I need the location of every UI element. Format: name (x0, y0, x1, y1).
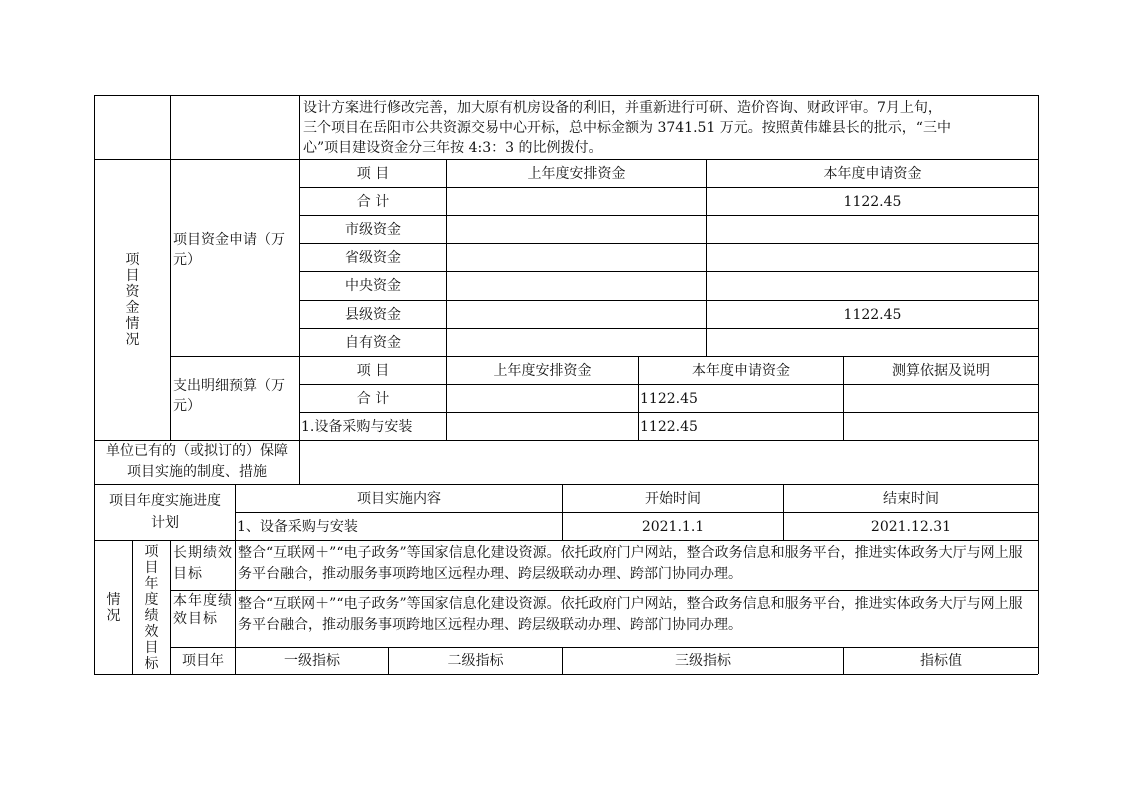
schedule-label-line-1: 项目年度实施进度 (109, 493, 221, 509)
schedule-header-end: 结束时间 (883, 490, 939, 507)
expense-row-note (844, 385, 1038, 412)
intro-line-3: 心”项目建设资金分三年按 4:3：3 的比例拨付。 (303, 140, 603, 156)
schedule-row-end: 2021.12.31 (870, 518, 952, 535)
funding-row-last-year (447, 272, 706, 300)
funding-row-this-year (707, 329, 1038, 356)
schedule-header-start: 开始时间 (645, 490, 701, 507)
funding-apply-label: 项目资金申请（万元） (173, 232, 285, 268)
funding-row-this-year (707, 244, 1038, 271)
indicator-header-level2: 二级指标 (447, 653, 504, 669)
expense-label: 支出明细预算（万元） (173, 378, 285, 414)
funding-row-last-year (447, 301, 706, 328)
indicator-header-level1: 一级指标 (284, 653, 340, 669)
expense-header-note: 测算依据及说明 (892, 362, 990, 379)
funding-row-item: 县级资金 (345, 306, 401, 323)
funding-row-item: 合 计 (356, 193, 390, 210)
measures-label-line-1: 单位已有的（或拟订的）保障 (106, 443, 288, 459)
schedule-row-content: 1、设备采购与安装 (237, 518, 358, 535)
indicator-header-year: 项目年 (182, 653, 224, 669)
measures-value (300, 441, 1038, 484)
intro-paragraph (300, 96, 1038, 159)
expense-header-item: 项 目 (356, 362, 390, 379)
schedule-header-content: 项目实施内容 (357, 490, 441, 507)
long-term-label: 长期绩效目标 (173, 545, 233, 582)
funding-row-last-year (447, 329, 706, 356)
funding-row-item: 自有资金 (345, 334, 401, 351)
funding-row-item: 中央资金 (345, 278, 401, 294)
expense-row-last-year (447, 385, 638, 412)
measures-label (95, 441, 299, 484)
expense-row-this-year: 1122.45 (640, 390, 698, 407)
funding-row-last-year (447, 244, 706, 271)
funding-row-this-year: 1122.45 (843, 306, 902, 323)
funding-header-this-year: 本年度申请资金 (823, 165, 922, 182)
expense-row-this-year: 1122.45 (640, 418, 698, 435)
funding-row-item: 省级资金 (345, 249, 401, 266)
expense-row-note (844, 413, 1038, 440)
funding-header-item: 项 目 (356, 165, 390, 182)
funding-row-this-year (707, 216, 1038, 243)
intro-line-2: 三个项目在岳阳市公共资源交易中心开标，总中标金额为 3741.51 万元。按照黄伟雄县长的批示，“三中 (303, 120, 951, 136)
expense-header-this-year: 本年度申请资金 (692, 362, 790, 379)
funding-row-this-year (707, 272, 1038, 300)
expense-row-item: 合 计 (356, 390, 390, 407)
rule-bottom (94, 674, 1038, 675)
rule-right (1038, 95, 1039, 674)
performance-outer-label: 情 况 (106, 591, 121, 624)
intro-line-1: 设计方案进行修改完善，加大原有机房设备的利旧，并重新进行可研、造价咨询、财政评审。7月上旬， (303, 100, 942, 116)
performance-inner-label: 项 目 年 度 绩 效 目 标 (144, 543, 159, 672)
funding-section-label: 项 目 资 金 情 况 (125, 252, 140, 348)
funding-row-item: 市级资金 (345, 221, 401, 238)
schedule-label-line-2: 计划 (151, 515, 179, 531)
measures-label-line-2: 项目实施的制度、措施 (127, 464, 267, 480)
indicator-header-level3: 三级指标 (675, 653, 731, 669)
expense-row-last-year (447, 413, 638, 440)
schedule-label (95, 485, 235, 540)
funding-row-last-year (447, 188, 706, 215)
expense-header-last-year: 上年度安排资金 (493, 362, 592, 379)
funding-row-this-year: 1122.45 (843, 193, 902, 210)
annual-label: 本年度绩效目标 (173, 593, 233, 627)
long-term-text: 整合“互联网＋”“电子政务”等国家信息化建设资源。依托政府门户网站，整合政务信息和服务平台，推进实体政务大厅与网上服务平台融合，推动服务事项跨地区远程办理、跨层级联动办理、跨部门协同办理。 (238, 545, 1023, 582)
funding-header-last-year: 上年度安排资金 (527, 165, 626, 182)
indicator-header-value: 指标值 (920, 653, 962, 669)
expense-row-item: 1.设备采购与安装 (301, 418, 413, 435)
funding-row-last-year (447, 216, 706, 243)
schedule-row-start: 2021.1.1 (641, 518, 705, 535)
annual-text: 整合“互联网＋”“电子政务”等国家信息化建设资源。依托政府门户网站，整合政务信息和服务平台，推进实体政务大厅与网上服务平台融合，推动服务事项跨地区远程办理、跨层级联动办理、跨部门协同办理。 (238, 596, 1023, 633)
